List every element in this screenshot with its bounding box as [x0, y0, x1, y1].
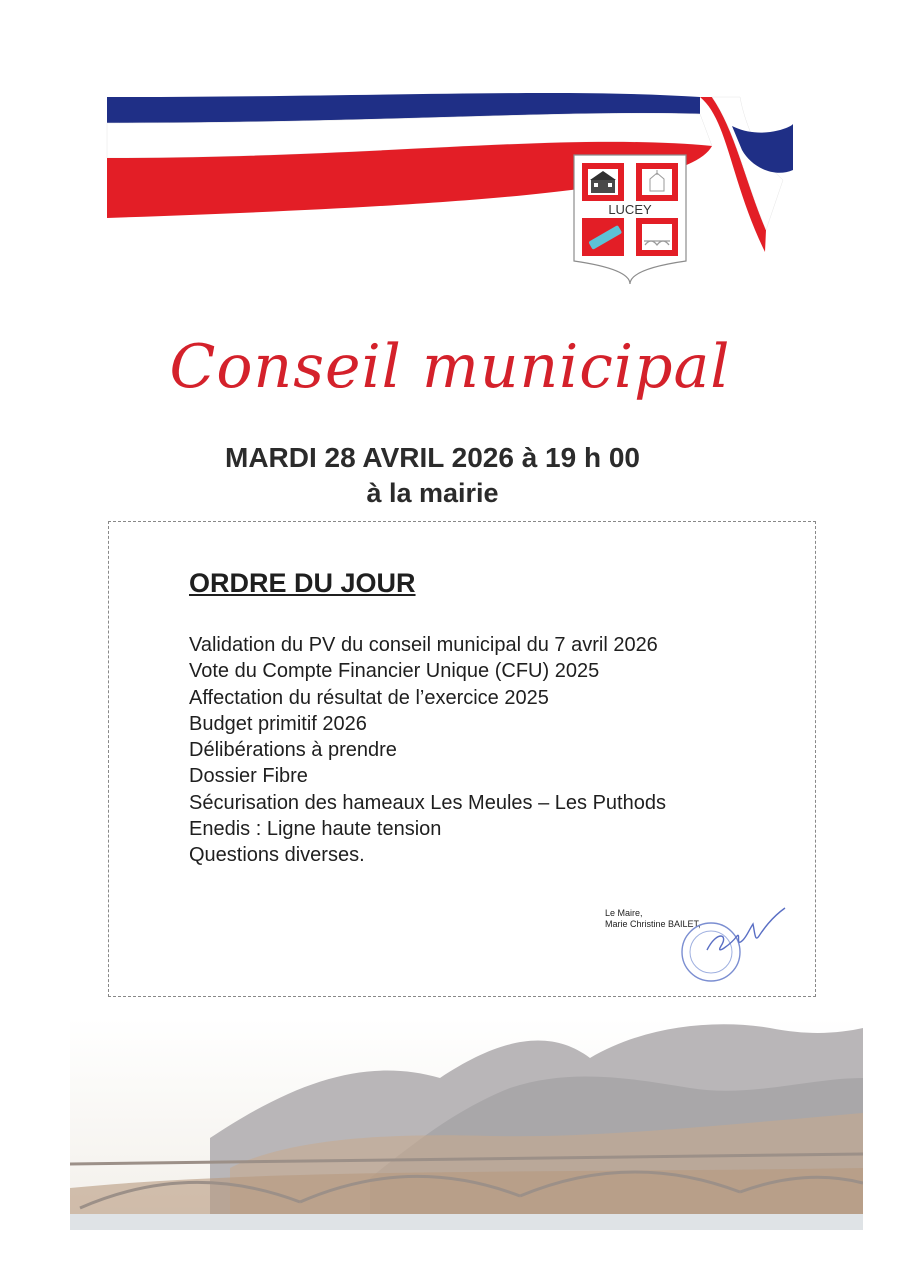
tricolor-ribbon: [0, 0, 900, 300]
agenda-item: Dossier Fibre: [189, 765, 308, 788]
signer-name: Marie Christine BAILET,: [605, 919, 701, 929]
agenda-item: Délibérations à prendre: [189, 739, 397, 762]
signature-scribble: [707, 908, 785, 950]
crest-town-name: LUCEY: [608, 202, 652, 217]
page-title: Conseil municipal: [169, 332, 731, 402]
mayor-stamp-signature: [671, 890, 791, 985]
agenda-item: Enedis : Ligne haute tension: [189, 818, 442, 841]
signer-role: Le Maire,: [605, 908, 643, 918]
agenda-box: [108, 521, 816, 997]
agenda-item: Validation du PV du conseil municipal du 7 avril 2026: [189, 634, 658, 656]
meeting-date: MARDI 28 AVRIL 2026 à 19 h 00: [225, 442, 640, 473]
agenda-item: Budget primitif 2026: [189, 712, 367, 735]
agenda-item: Affectation du résultat de l’exercice 2025: [189, 686, 549, 709]
agenda-list: [189, 632, 666, 869]
agenda-item: Questions diverses.: [189, 844, 365, 867]
agenda-item: Sécurisation des hameaux Les Meules – Les Puthods: [189, 791, 666, 814]
agenda-heading: ORDRE DU JOUR: [189, 568, 416, 598]
agenda-item: Vote du Compte Financier Unique (CFU) 2025: [189, 660, 600, 683]
meeting-place: à la mairie: [366, 478, 499, 508]
landscape-bridge-photo: [70, 1018, 863, 1230]
lucey-crest: [572, 153, 688, 287]
